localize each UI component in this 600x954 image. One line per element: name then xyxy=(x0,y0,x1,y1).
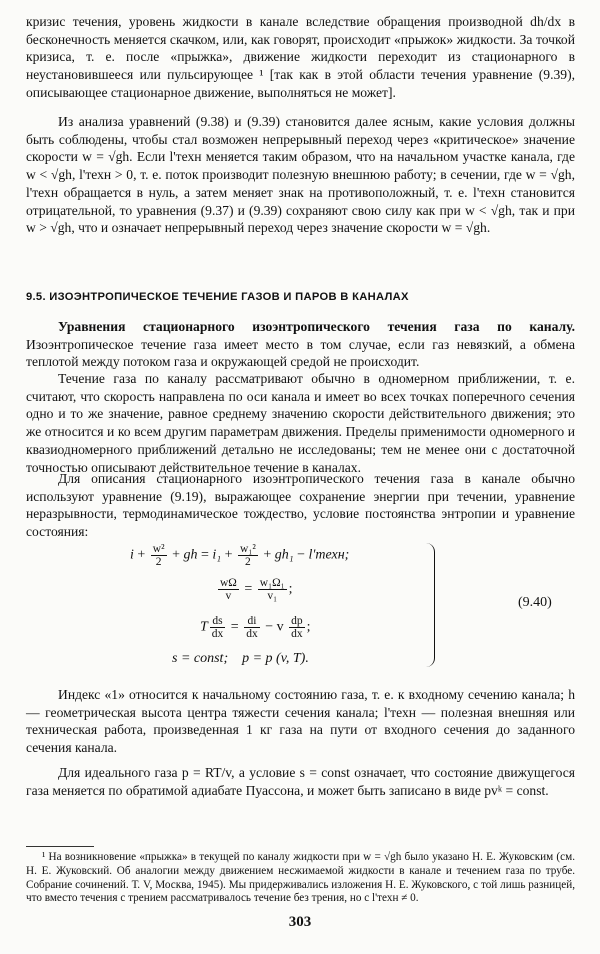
eq-symbol: l'техн; xyxy=(308,547,350,563)
footnote-divider xyxy=(26,846,94,847)
eq-op: + xyxy=(133,547,149,563)
paragraph-isentropic-text: Изоэнтропическое течение газа имеет место в том случае, если газ невязкий, а обмена теплотой между потоком газа и окружающей средой не происходит. xyxy=(26,336,575,370)
eq-op: + xyxy=(259,547,275,563)
eq-symbol: gh₁ xyxy=(274,547,294,563)
eq-op: − v xyxy=(261,619,288,635)
paragraph-crisis: кризис течения, уровень жидкости в канале вследствие обращения производной dh/dx в бесконечность меняется скачком, или, как говорят, происходит «прыжок» жидкости. За точкой кризиса, т. е. после «прыжка», движение жидкости переходит из стационарного в неустановившееся или пульсирующее ¹ [так как в этой области течения уравнение (9.39), описывающее стационарное движение, выполняться не может]. xyxy=(26,14,575,100)
paragraph-continuous-transition: Из анализа уравнений (9.38) и (9.39) становится далее ясным, какие условия должны быть соблюдены, чтобы стал возможен непрерывный переход через «критическое» значение скорости w = √gh. Если l'техн меняется таким образом, что на начальном участке канала, где w < √gh, l'техн > 0, т. е. поток производит полезную внешнюю работу; в сечении, где w = √gh, l'техн обращается в нуль, а затем меняет знак на противоположный, т. е. l'техн становится отрицательной, то уравнения (9.37) и (9.39) сохраняют свою силу как при w < √gh, так и при w > √gh, что и означает непрерывный переход через значение скорости w = √gh. xyxy=(26,114,575,236)
eq-op: + xyxy=(168,547,184,563)
equation-entropy-state: s = const; p = p (v, T). xyxy=(172,651,309,666)
eq-op: ; xyxy=(306,619,311,635)
subheading: Уравнения стационарного изоэнтропического течения газа по каналу. xyxy=(58,319,575,334)
eq-op: = xyxy=(227,619,243,635)
paragraph-ideal-gas: Для идеального газа p = RT/v, а условие s = const означает, что состояние движущегося газа меняется по обратимой адиабате Пуассона, и может быть записано в виде pvᵏ = const. xyxy=(26,765,575,798)
paragraph-one-dimensional: Течение газа по каналу рассматривают обычно в одномерном приближении, т. е. считают, что скорость направлена по оси канала и имеет во всех точках поперечного сечения одно и то же значение, равное среднему значению скорости действительного движения; это же относится и ко всем другим параметрам движения. Пределы применимости одномерного и квазиодномерного приближений детально не исследованы; тем не менее они с достаточной точностью описывают действительное течение в каналах. xyxy=(26,371,575,475)
equation-continuity xyxy=(216,577,293,602)
paragraph-equations-intro: Для описания стационарного изоэнтропического течения газа в канале обычно используют уравнение (9.19), выражающее сохранение энергии при течении, уравнение неразрывности, термодинамическое тождество, условие постоянства энтропии и уравнение состояния: xyxy=(26,471,575,540)
eq-op: + xyxy=(221,547,237,563)
fraction: $\frac{di}{dx}$ xyxy=(246,615,258,640)
eq-symbol: i xyxy=(130,547,134,563)
section-heading: 9.5. ИЗОЭНТРОПИЧЕСКОЕ ТЕЧЕНИЕ ГАЗОВ И ПАРОВ В КАНАЛАХ xyxy=(26,291,409,303)
system-brace xyxy=(426,543,435,667)
fraction: $\frac{dp}{dx}$ xyxy=(291,615,303,640)
equation-number: (9.40) xyxy=(518,595,552,610)
eq-symbol: i₁ xyxy=(212,547,222,563)
eq-symbol: T xyxy=(200,619,208,635)
eq-symbol: gh xyxy=(183,547,198,563)
paragraph-index-explanation: Индекс «1» относится к начальному состоянию газа, т. е. к входному сечению канала; h — геометрическая высота центра тяжести сечения канала; l'техн — полезная внешняя или техническая работа, произведенная 1 кг газа на пути от входного сечения до заданного сечения канала. xyxy=(26,687,575,756)
equation-energy xyxy=(130,543,349,568)
fraction: $\frac{w\Omega}{v}$ xyxy=(220,577,237,602)
equation-system-9-40 xyxy=(130,537,570,667)
fraction: $\frac{\text{w₁Ω₁}}{\text{v₁}}$ xyxy=(259,577,285,602)
fraction: $\frac{\text{w₁²}}{2}$ xyxy=(240,543,256,568)
fraction: $\frac{\text{w²}}{2}$ xyxy=(152,543,165,568)
equation-thermodynamic-identity xyxy=(200,615,311,640)
footnote: ¹ На возникновение «прыжка» в текущей по каналу жидкости при w = √gh было указано Н. Е. Жуковским (см. Н. Е. Жуковский. Об аналогии между движением несжимаемой жидкости в канале и течением газа по трубе. Собрание сочинений. Т. V, Москва, 1945). Мы придерживались изложения Н. Е. Жуковского, с той лишь разницей, что вместо течения с трением рассматривалось течение без трения, но с l'техн ≠ 0. xyxy=(26,851,575,905)
eq-op: − xyxy=(293,547,309,563)
paragraph-isentropic-definition xyxy=(26,318,575,371)
eq-op: = xyxy=(240,581,256,597)
eq-op: = xyxy=(197,547,213,563)
page-number: 303 xyxy=(288,914,312,930)
fraction: $\frac{ds}{dx}$ xyxy=(211,615,224,640)
eq-op: ; xyxy=(288,581,293,597)
